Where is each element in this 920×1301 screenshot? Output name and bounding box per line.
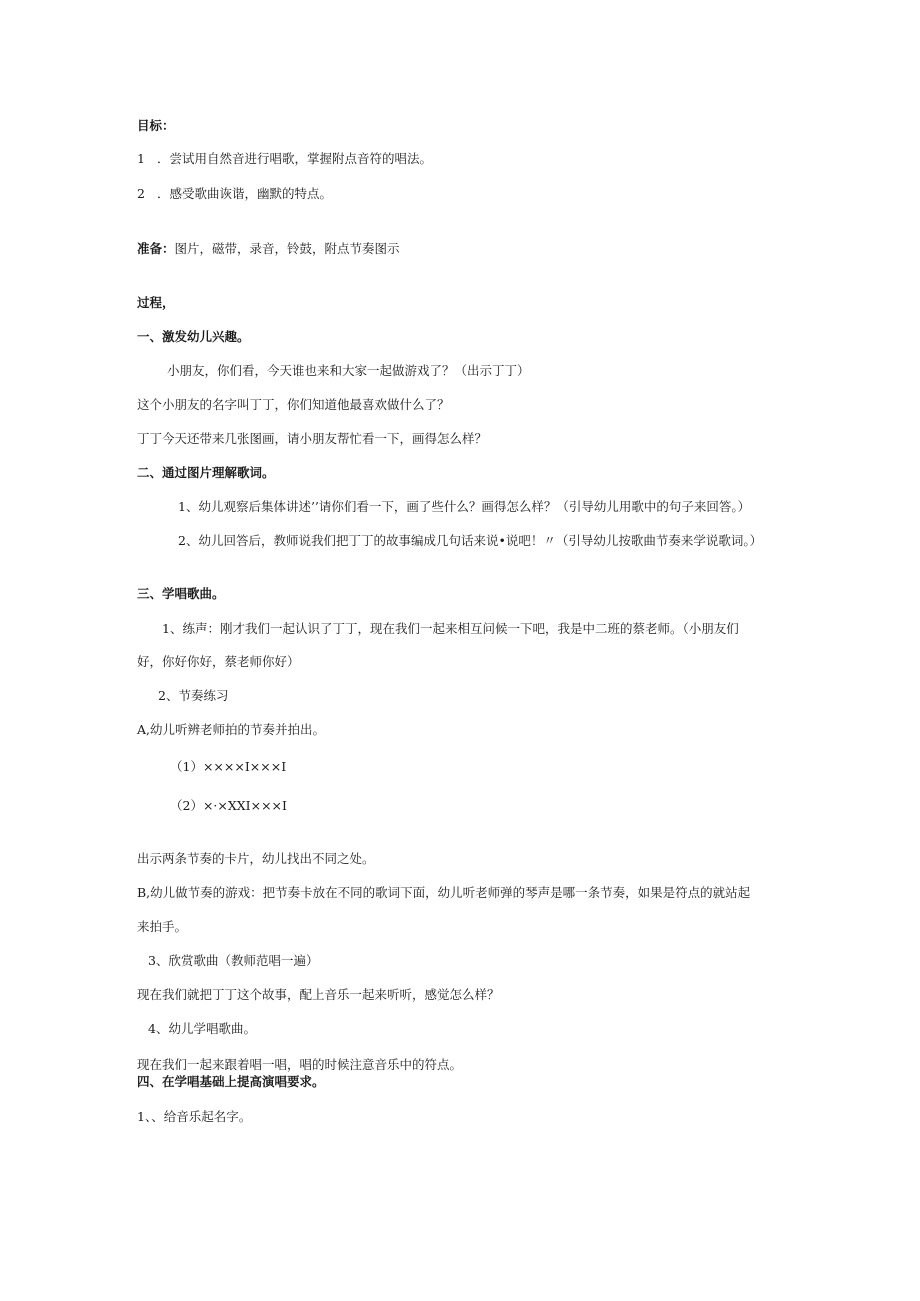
goal-item-2-text: ．感受歌曲诙谐，幽默的特点。 xyxy=(157,186,333,201)
rhythm-pattern-2: （2）×·×XXI×××I xyxy=(170,798,287,813)
goal-item-1 xyxy=(137,151,432,167)
prep-text: 图片，磁带，录音，铃鼓，附点节奏图示 xyxy=(174,241,400,256)
prep-label: 准备： xyxy=(137,241,175,256)
section-3-item-4-text: 现在我们一起来跟着唱一唱，唱的时候注意音乐中的符点。 xyxy=(137,1057,463,1072)
process-heading: 过程， xyxy=(137,295,175,310)
section-1-paragraph-2: 这个小朋友的名字叫丁丁，你们知道他最喜欢做什么了？ xyxy=(137,397,450,412)
section-3-title: 三、学唱歌曲。 xyxy=(137,586,225,601)
section-3-cards-text: 出示两条节奏的卡片，幼儿找出不同之处。 xyxy=(137,851,375,866)
section-3-item-1-line-1: 1、练声：刚才我们一起认识了丁丁，现在我们一起来相互问候一下吧，我是中二班的蔡老师。（小朋友们 xyxy=(162,621,739,636)
section-4-title: 四、在学唱基础上提高演唱要求。 xyxy=(137,1074,325,1089)
section-3-step-b-line-2: 来拍手。 xyxy=(137,919,188,934)
section-3-step-b-line-1: B,幼儿做节奏的游戏：把节奏卡放在不同的歌词下面，幼儿听老师弹的琴声是哪一条节奏，如果是符点的就站起 xyxy=(137,885,751,900)
rhythm-pattern-1: （1）××××I×××I xyxy=(170,759,287,774)
goal-item-2 xyxy=(137,186,332,202)
section-1-title: 一、激发幼儿兴趣。 xyxy=(137,329,250,344)
section-2-title: 二、通过图片理解歌词。 xyxy=(137,465,275,480)
section-1-paragraph-1: 小朋友，你们看，今天谁也来和大家一起做游戏了？（出示丁丁） xyxy=(167,363,530,378)
goal-item-2-number: 2 xyxy=(137,186,145,201)
section-3-item-3-text: 现在我们就把丁丁这个故事，配上音乐一起来听听，感觉怎么样？ xyxy=(137,987,500,1002)
goal-item-1-text: ．尝试用自然音进行唱歌，掌握附点音符的唱法。 xyxy=(157,151,433,166)
section-3-item-1-line-2: 好，你好你好，蔡老师你好） xyxy=(137,654,300,669)
section-3-item-4: 4、幼儿学唱歌曲。 xyxy=(148,1021,256,1036)
goal-item-1-number: 1 xyxy=(137,151,145,166)
section-3-item-2: 2、节奏练习 xyxy=(158,688,229,703)
section-2-item-2: 2、幼儿回答后，教师说我们把丁丁的故事编成几句话来说•说吧！〃（引导幼儿按歌曲节奏来学说歌词。） xyxy=(178,533,763,548)
section-3-step-a: A,幼儿听辨老师拍的节奏并拍出。 xyxy=(137,722,326,737)
goal-heading: 目标： xyxy=(137,118,175,133)
section-1-paragraph-3: 丁丁今天还带来几张图画，请小朋友帮忙看一下，画得怎么样？ xyxy=(137,431,488,446)
section-4-item-1: 1、、给音乐起名字。 xyxy=(137,1109,252,1124)
section-3-item-3: 3、欣赏歌曲（教师范唱一遍） xyxy=(148,953,319,968)
prep-line xyxy=(137,241,400,257)
section-2-item-1: 1、幼儿观察后集体讲述’’请你们看一下，画了些什么？画得怎么样？（引导幼儿用歌中的句子来回答。） xyxy=(178,499,751,514)
